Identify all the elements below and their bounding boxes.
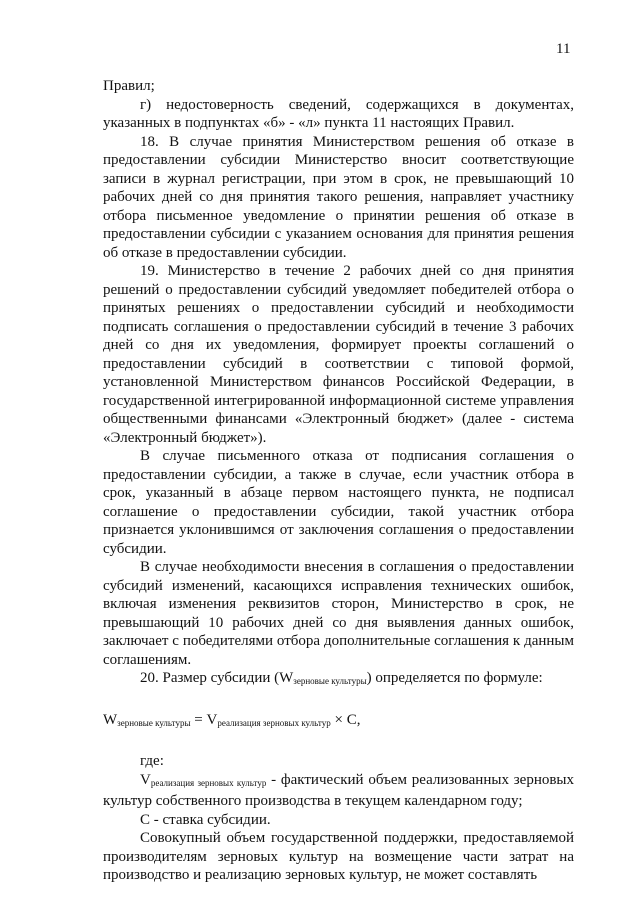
text: V [140, 771, 151, 788]
subscript: зерновые культуры [293, 676, 367, 686]
text: ) определяется по формуле: [366, 670, 543, 686]
formula-symbol: × C, [330, 711, 361, 728]
formula-symbol: W [103, 711, 118, 728]
subscript: реализация зерновых культур [150, 777, 267, 788]
text: 20. Размер субсидии (W [140, 670, 294, 686]
formula-subscript: зерновые культуры [117, 717, 191, 728]
formula-subscript: реализация зерновых культур [217, 717, 331, 728]
paragraph: Совокупный объем государственной поддержки, предоставляемой производителям зерновых культур на возмещение части затрат на производство и реализацию зерновых культур, не может составлять [103, 830, 574, 883]
document-body [103, 77, 574, 885]
text: - фактический объем реализованных зерновых культур собственного производства в текущем календарном году; [103, 771, 575, 809]
paragraph: 18. В случае принятия Министерством решения об отказе в предоставлении субсидии Министерство вносит соответствующие записи в журнал регистрации, при этом в срок, не превышающий 10 рабочих дней со дня принятия такого решения, направляет участнику отбора письменное уведомление о принятии решения об отказе в предоставлении субсидии с указанием основания для принятия решения об отказе в предоставлении субсидии. [103, 133, 574, 261]
paragraph: Правил; [103, 78, 155, 94]
paragraph: В случае письменного отказа от подписания соглашения о предоставлении субсидии, а также в случае, если участник отбора в срок, указанный в абзаце первом настоящего пункта, не подписал соглашение о предоставлении субсидии, такой участник отбора признается уклонившимся от заключения соглашения о предоставлении субсидии. [103, 448, 574, 557]
paragraph: г) недостоверность сведений, содержащихся в документах, указанных в подпунктах «б» - «л» пункта 11 настоящих Правил. [103, 96, 574, 131]
paragraph-formula-intro [103, 669, 574, 691]
paragraph: В случае необходимости внесения в соглашения о предоставлении субсидий изменений, касающихся исправления технических ошибок, включая изменения реквизитов сторон, Министерство в срок, не превышающий 10 рабочих дней со дня выявления данных ошибок, заключает с победителями отбора дополнительные соглашения к данным соглашениям. [103, 559, 574, 668]
formula-symbol: = V [190, 711, 218, 728]
definition-c: С - ставка субсидии. [140, 811, 271, 828]
page-number: 11 [556, 41, 571, 57]
where-label: где: [140, 753, 164, 769]
paragraph: 19. Министерство в течение 2 рабочих дней со дня принятия решений о предоставлении субсидий уведомляет победителей отбора о принятых решениях о предоставлении субсидий и необходимости подписать соглашения о предоставлении субсидий в течение 3 рабочих дней со дня их уведомления, формирует проекты соглашений о предоставлении субсидий в соответствии с типовой формой, установленной Министерством финансов Российской Федерации, в государственной интегрированной информационной системе управления общественными финансами «Электронный бюджет» (далее - система «Электронный бюджет»). [103, 263, 574, 446]
formula [103, 711, 574, 733]
definition-v [103, 771, 574, 811]
